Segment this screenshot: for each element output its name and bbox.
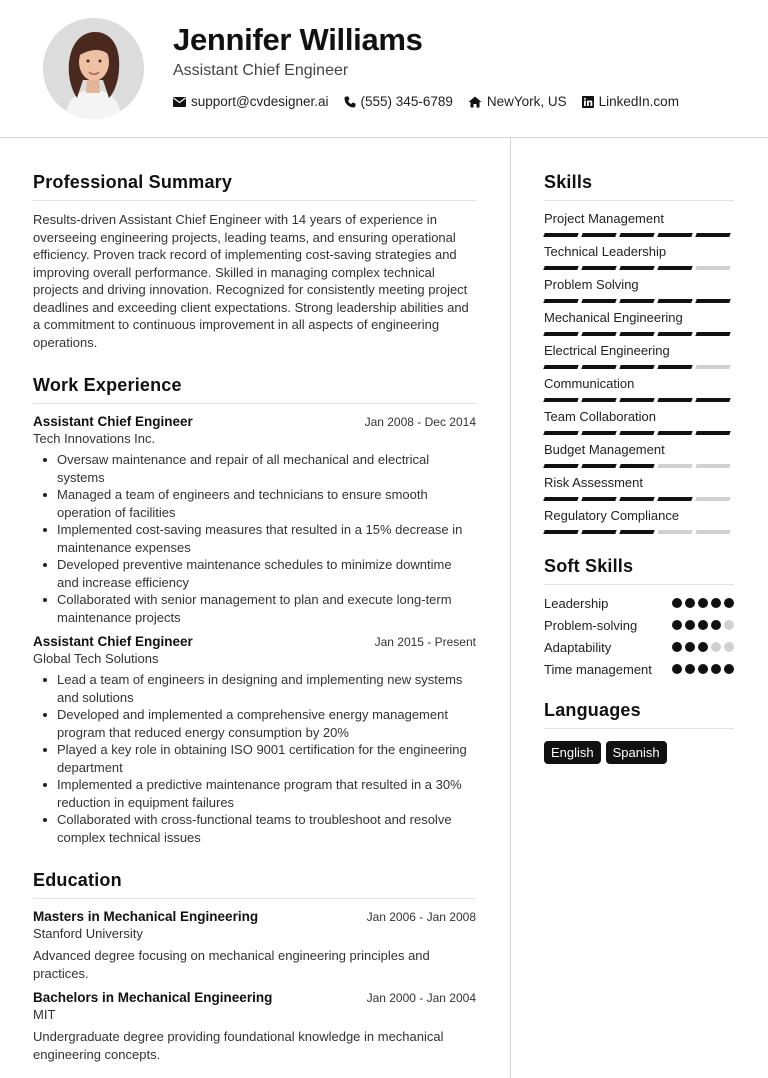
degree-title: Bachelors in Mechanical Engineering [33, 990, 273, 1005]
summary-text: Results-driven Assistant Chief Engineer with 14 years of experience in overseeing engineering projects, leading teams, and ensuring operational efficiency. Proven track record of implementing cost-saving strategies and improving overall performance. Skilled in managing complex technical projects and driving innovation. Recognized for consistently meeting project deadlines and exceeding client expectations. Strong leadership abilities and a commitment to continuous improvement in all aspects of engineering operations. [33, 212, 469, 350]
contact-list [173, 94, 694, 109]
skill-level-bar [544, 431, 734, 435]
list-item: Implemented cost-saving measures that resulted in a 15% decrease in maintenance expenses [43, 521, 476, 556]
education-entry [33, 990, 476, 1063]
skills-section [544, 172, 734, 534]
main-column [33, 138, 476, 1063]
phone-icon [344, 96, 356, 108]
candidate-name: Jennifer Williams [173, 22, 423, 57]
rating-dot [724, 664, 734, 674]
rating-dot [711, 620, 721, 630]
soft-skill-rating [669, 598, 734, 608]
degree-title: Masters in Mechanical Engineering [33, 909, 259, 924]
skill-level-segment [695, 365, 731, 369]
contact-linkedin[interactable] [582, 94, 679, 109]
skill-level-segment [581, 530, 617, 534]
experience-section [33, 375, 476, 846]
rating-dot [698, 664, 708, 674]
soft-skill-name: Problem-solving [544, 618, 638, 633]
skill-item [544, 409, 734, 435]
skill-level-bar [544, 464, 734, 468]
language-tag: English [544, 741, 601, 764]
job-company: Tech Innovations Inc. [33, 431, 156, 446]
experience-heading: Work Experience [33, 375, 476, 404]
skill-level-bar [544, 233, 734, 237]
skill-item [544, 343, 734, 369]
skill-level-segment [657, 497, 693, 501]
skill-level-segment [695, 431, 731, 435]
skill-level-segment [619, 431, 655, 435]
skill-level-segment [543, 299, 579, 303]
skill-item [544, 508, 734, 534]
skill-level-segment [543, 365, 579, 369]
rating-dot [685, 598, 695, 608]
soft-skill-item [544, 617, 734, 634]
list-item: Played a key role in obtaining ISO 9001 certification for the engineering department [43, 741, 476, 776]
skill-item [544, 442, 734, 468]
skill-level-segment [695, 299, 731, 303]
skill-level-segment [619, 266, 655, 270]
rating-dot [711, 642, 721, 652]
skill-item [544, 277, 734, 303]
job-title: Assistant Chief Engineer [33, 414, 193, 429]
soft-skill-item [544, 661, 734, 678]
rating-dot [724, 598, 734, 608]
education-entry [33, 909, 476, 982]
skill-name: Team Collaboration [544, 409, 657, 424]
skill-level-bar [544, 299, 734, 303]
education-desc: Advanced degree focusing on mechanical engineering principles and practices. [33, 948, 430, 981]
skill-level-segment [581, 431, 617, 435]
avatar [43, 18, 144, 119]
skill-name: Regulatory Compliance [544, 508, 680, 523]
job-date: Jan 2015 - Present [374, 635, 476, 649]
skill-level-segment [543, 266, 579, 270]
education-desc: Undergraduate degree providing foundational knowledge in mechanical engineering concepts. [33, 1029, 444, 1062]
job-entry [33, 414, 476, 626]
soft-skill-name: Leadership [544, 596, 609, 611]
education-date: Jan 2000 - Jan 2004 [366, 991, 476, 1005]
column-divider [510, 138, 511, 1078]
languages-section [544, 700, 734, 764]
list-item: Developed and implemented a comprehensive energy management program that reduced energy consumption by 20% [43, 706, 476, 741]
skill-level-segment [695, 464, 731, 468]
skill-level-segment [695, 497, 731, 501]
contact-location [468, 94, 567, 109]
list-item: Lead a team of engineers in designing and implementing new systems and solutions [43, 671, 476, 706]
skill-name: Mechanical Engineering [544, 310, 683, 325]
skills-list [544, 211, 734, 534]
skill-name: Communication [544, 376, 635, 391]
skill-level-segment [619, 398, 655, 402]
skill-level-segment [581, 299, 617, 303]
rating-dot [698, 642, 708, 652]
skill-level-segment [543, 497, 579, 501]
skill-item [544, 376, 734, 402]
skill-level-segment [657, 464, 693, 468]
skill-item [544, 310, 734, 336]
rating-dot [724, 642, 734, 652]
skill-level-segment [581, 398, 617, 402]
envelope-icon [173, 97, 186, 107]
skill-name: Project Management [544, 211, 664, 226]
skill-level-segment [543, 530, 579, 534]
skill-level-bar [544, 398, 734, 402]
soft-skill-name: Adaptability [544, 640, 612, 655]
sidebar-column [544, 138, 734, 764]
skill-item [544, 211, 734, 237]
languages-heading: Languages [544, 700, 734, 729]
portrait-image [43, 18, 144, 119]
skills-heading: Skills [544, 172, 734, 201]
skill-name: Risk Assessment [544, 475, 643, 490]
list-item: Collaborated with senior management to plan and execute long-term maintenance projects [43, 591, 476, 626]
summary-section [33, 172, 476, 351]
job-date: Jan 2008 - Dec 2014 [364, 415, 476, 429]
skill-name: Electrical Engineering [544, 343, 670, 358]
soft-skills-section [544, 556, 734, 678]
rating-dot [685, 642, 695, 652]
skill-level-segment [695, 530, 731, 534]
job-bullets [33, 671, 476, 846]
skill-level-bar [544, 497, 734, 501]
skill-level-segment [543, 233, 579, 237]
skill-level-segment [543, 332, 579, 336]
list-item: Implemented a predictive maintenance program that resulted in a 30% reduction in equipment failures [43, 776, 476, 811]
skill-level-segment [619, 464, 655, 468]
skill-level-segment [657, 365, 693, 369]
soft-skills-list [544, 595, 734, 678]
summary-heading: Professional Summary [33, 172, 476, 201]
soft-skills-heading: Soft Skills [544, 556, 734, 585]
skill-level-segment [657, 299, 693, 303]
rating-dot [672, 598, 682, 608]
skill-level-segment [581, 233, 617, 237]
linkedin-icon [582, 96, 594, 108]
language-tag: Spanish [606, 741, 667, 764]
skill-level-bar [544, 332, 734, 336]
languages-list [544, 741, 734, 764]
skill-level-segment [581, 365, 617, 369]
rating-dot [672, 642, 682, 652]
job-entry [33, 634, 476, 846]
skill-item [544, 475, 734, 501]
job-bullets [33, 451, 476, 626]
skill-level-segment [657, 431, 693, 435]
contact-phone[interactable] [344, 94, 453, 109]
job-title: Assistant Chief Engineer [33, 634, 193, 649]
rating-dot [724, 620, 734, 630]
school-name: Stanford University [33, 926, 143, 941]
skill-level-segment [695, 266, 731, 270]
list-item: Managed a team of engineers and technicians to ensure smooth operation of facilities [43, 486, 476, 521]
skill-level-segment [657, 266, 693, 270]
skill-level-segment [543, 464, 579, 468]
list-item: Collaborated with cross-functional teams to troubleshoot and resolve complex technical issues [43, 811, 476, 846]
skill-level-segment [619, 530, 655, 534]
rating-dot [672, 620, 682, 630]
location-text: NewYork, US [486, 94, 567, 109]
soft-skill-name: Time management [544, 662, 652, 677]
soft-skill-item [544, 595, 734, 612]
list-item: Developed preventive maintenance schedules to minimize downtime and increase efficiency [43, 556, 476, 591]
skill-level-segment [619, 332, 655, 336]
education-date: Jan 2006 - Jan 2008 [366, 910, 476, 924]
skill-level-segment [695, 332, 731, 336]
skill-level-segment [543, 431, 579, 435]
skill-level-segment [695, 233, 731, 237]
skill-level-segment [581, 266, 617, 270]
skill-name: Budget Management [544, 442, 665, 457]
education-heading: Education [33, 870, 476, 899]
skill-level-bar [544, 266, 734, 270]
list-item: Oversaw maintenance and repair of all mechanical and electrical systems [43, 451, 476, 486]
rating-dot [685, 620, 695, 630]
linkedin-text: LinkedIn.com [598, 94, 679, 109]
skill-level-segment [657, 398, 693, 402]
school-name: MIT [33, 1007, 56, 1022]
rating-dot [711, 598, 721, 608]
job-company: Global Tech Solutions [33, 651, 159, 666]
soft-skill-item [544, 639, 734, 656]
skill-level-segment [581, 332, 617, 336]
soft-skill-rating [669, 642, 734, 652]
contact-email[interactable] [173, 94, 329, 109]
skill-name: Problem Solving [544, 277, 639, 292]
email-text: support@cvdesigner.ai [191, 94, 329, 109]
rating-dot [698, 620, 708, 630]
soft-skill-rating [669, 620, 734, 630]
education-section [33, 870, 476, 1063]
skill-level-segment [619, 299, 655, 303]
skill-level-bar [544, 530, 734, 534]
rating-dot [685, 664, 695, 674]
skill-level-segment [619, 365, 655, 369]
phone-text: (555) 345-6789 [360, 94, 453, 109]
skill-level-segment [657, 233, 693, 237]
skill-level-segment [581, 497, 617, 501]
candidate-title: Assistant Chief Engineer [173, 62, 349, 79]
skill-item [544, 244, 734, 270]
skill-level-segment [695, 398, 731, 402]
soft-skill-rating [669, 664, 734, 674]
skill-level-bar [544, 365, 734, 369]
skill-level-segment [619, 233, 655, 237]
home-icon [468, 96, 482, 108]
skill-level-segment [581, 464, 617, 468]
skill-level-segment [657, 332, 693, 336]
rating-dot [711, 664, 721, 674]
skill-level-segment [619, 497, 655, 501]
rating-dot [672, 664, 682, 674]
skill-level-segment [543, 398, 579, 402]
skill-level-segment [657, 530, 693, 534]
resume-header [0, 0, 768, 138]
rating-dot [698, 598, 708, 608]
skill-name: Technical Leadership [544, 244, 667, 259]
